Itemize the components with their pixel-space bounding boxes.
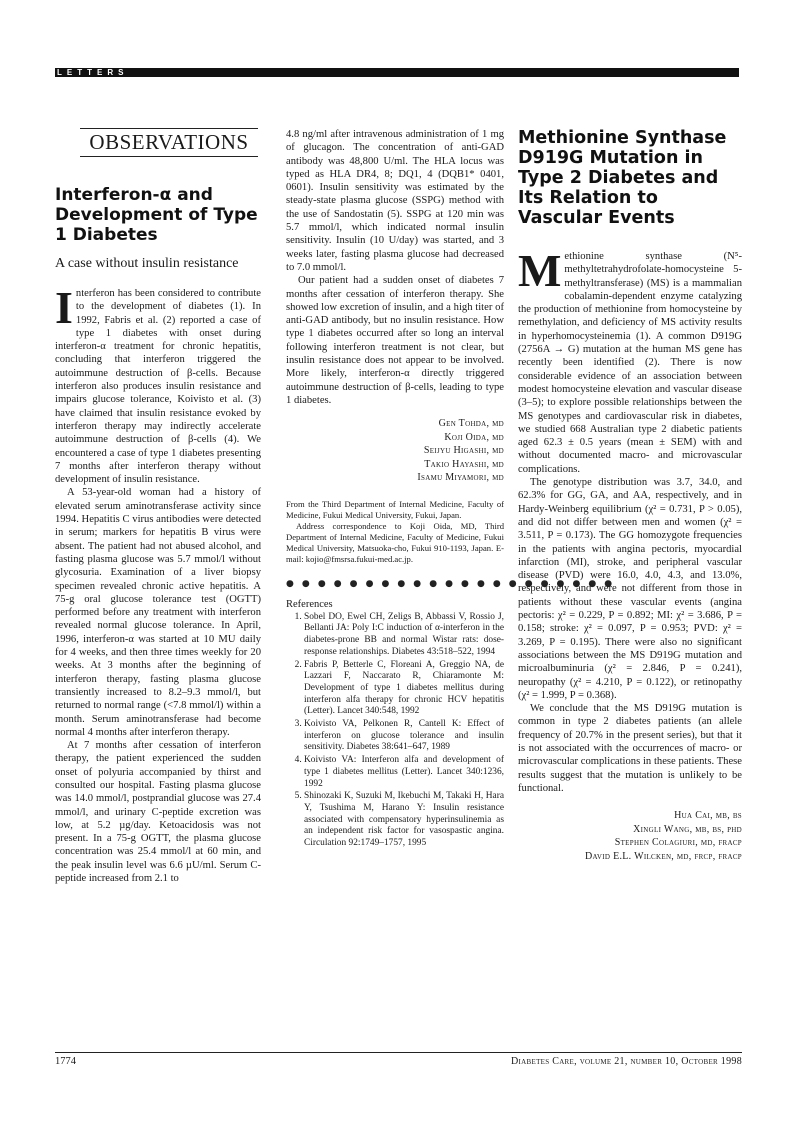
reference-item: 1. Sobel DO, Ewel CH, Zeligs B, Abbassi V, Rossio J, Bellanti JA: Poly I:C induction of α-interferon in the diabetes-prone BB and normal Wistar rats: dose-response relationships. Diabetes 43:518–522, 1994 bbox=[304, 612, 504, 659]
references-heading: References bbox=[286, 598, 333, 610]
author: Hua Cai, mb, bs bbox=[674, 810, 742, 822]
journal-citation: Diabetes Care, volume 21, number 10, October 1998 bbox=[511, 1056, 742, 1067]
reference-item: 4. Koivisto VA: Interferon alfa and development of type 1 diabetes mellitus (Letter). Lancet 340:1236, 1992 bbox=[304, 755, 504, 790]
paragraph: The genotype distribution was 3.7, 34.0, and 62.3% for GG, GA, and AA, respectively, and in Hardy-Weinberg equilibrium (χ² = 0.731, P > 0.05), and did not differ between men and women (χ² = 3.511, P = 0.173). The GG homozygote frequencies in the patients with angina pectoris, myocardial infarction (MI), stroke, and peripheral vascular disease (PVD) were 16.0, 4.0, 4.3, and 13.0%, respectively, and were not different from those in patients without these vascular events (angina pectoris: χ² = 0.229, P = 0.892; MI: χ² = 3.686, P = 0.158; stroke: χ² = 0.097, P = 0.953; PVD: χ² = 3.269, P = 0.195). There were also no significant associations between the MS D919G mutation and microalbuminuria (χ² = 2.846, P = 0.241), neuropathy (χ² = 4.210, P = 0.122), or retinopathy (χ² = 1.999, P = 0.368). bbox=[518, 477, 742, 701]
section-heading: OBSERVATIONS bbox=[80, 128, 258, 157]
author: Xingli Wang, mb, bs, phd bbox=[633, 823, 742, 835]
column-right bbox=[518, 128, 742, 863]
article-title: Interferon-α and Development of Type 1 Diabetes bbox=[55, 185, 258, 245]
affiliation-text: From the Third Department of Internal Medicine, Faculty of Medicine, Fukui Medical University, Fukui, Japan. bbox=[286, 498, 504, 520]
dot-separator: ● ● ● ● ● ● ● ● ● ● ● ● ● ● ● ● ● ● ● ● ● bbox=[286, 578, 615, 589]
paragraph: 4.8 ng/ml after intravenous administration of 1 mg of glucagon. The concentration of anti-GAD antibody was 48,800 U/ml. The HLA locus was typed as HLA DR4, 8; DQ1, 4 (DQB1* 0401, 0601). Insulin sensitivity was estimated by the steady-state plasma glucose (SSPG) method with the use of Sandostatin (5). SSPG at 120 min was 5.7 mmol/l, which indicated normal insulin sensitivity. Insulin (10 U/day) was started, and 3 weeks later, fasting plasma glucose had decreased to 7.0 mmol/l. bbox=[286, 129, 504, 273]
author-list bbox=[518, 809, 742, 863]
reference-list bbox=[286, 612, 504, 850]
affiliation bbox=[286, 499, 504, 565]
section-band bbox=[55, 68, 739, 77]
references bbox=[286, 599, 504, 850]
article-body bbox=[518, 245, 742, 795]
author: Takio Hayashi, md bbox=[424, 458, 504, 470]
paragraph: Interferon has been considered to contribute to the development of diabetes (1). In 1992, Fabris et al. (2) reported a case of type 1 diabetes with onset during interferon-α treatment for chronic hepatitis, concluding that interferon triggered the autoimmune destruction of β-cells. Because interferon also produces insulin resistance and impairs glucose tolerance, Koivisto et al. (3) have claimed that insulin resistance evoked by interferon therapy may indirectly accelerate autoimmune destruction of β-cells (4). We encountered a case of type 1 diabetes presenting 7 months after interferon therapy without development of insulin resistance. bbox=[55, 282, 261, 486]
reference-item: 2. Fabris P, Betterle C, Floreani A, Greggio NA, de Lazzari F, Naccarato R, Chiaramonte M: Development of type 1 diabetes mellitus during interferon alfa therapy for chronic HCV hepatitis (Letter). Lancet 340:548, 1992 bbox=[304, 660, 504, 719]
paragraph: We conclude that the MS D919G mutation is common in type 2 diabetes patients (an allele frequency of 20.7% in the present series), but that it is not associated with the occurrences of macro- or microvascular complications in these patients. These results suggest that the mutation is unlikely to be functional. bbox=[518, 703, 742, 794]
paragraph: Methionine synthase (N⁵-methyltetrahydrofolate-homocysteine 5-methyltransferase) (MS) is a mammalian cobalamin-dependent enzyme catalyzing the production of methionine from homocysteine by remethylation, and deficiency of MS activity results in hyperhomocysteinemia (1). A common D919G (2756A → G) mutation at the human MS gene has recently been identified (2). There is now considerable evidence of an association between modest homocysteine elevation and vascular disease (3–5); to explore possible relationships between the MS genotypes and cardiovascular risk in diabetes, we studied 668 Australian type 2 diabetic patients aged 62.3 ± 0.5 years (mean ± SEM) with and without documented macro- and microvascular complications. bbox=[518, 245, 742, 475]
paragraph: A 53-year-old woman had a history of elevated serum aminotransferase activity since 1994. Hepatitis C virus antibodies were detected in serum; markers for hepatitis B virus were absent. The patient had not abused alcohol, and fasting plasma glucose was 5.7 mmol/l without glycosuria. Examination of a liver biopsy specimen revealed chronic active hepatitis. A 75-g oral glucose tolerance test (OGTT) performed before any treatment with interferon revealed normal glucose tolerance. In April, 1996, interferon-α was started at 10 MU daily for 4 weeks, and then three times weekly for 20 weeks. At 3 months after the beginning of interferon therapy, fasting plasma glucose transiently increased to 8.2–9.3 mmol/l, but returned to normal range (<7.8 mmol/l) within a month. Serum aminotransferase had become normal 4 months after interferon therapy. bbox=[55, 487, 261, 738]
author: Stephen Colagiuri, md, fracp bbox=[614, 837, 742, 849]
article-title: Methionine Synthase D919G Mutation in Type 2 Diabetes and Its Relation to Vascular Events bbox=[518, 128, 727, 228]
article-body-continued bbox=[286, 128, 504, 407]
footer-rule bbox=[55, 1052, 742, 1053]
author: Gen Tohda, md bbox=[438, 418, 504, 430]
article-body bbox=[55, 282, 261, 885]
column-middle bbox=[286, 128, 615, 851]
author: David E.L. Wilcken, md, frcp, fracp bbox=[584, 850, 742, 862]
author: Isamu Miyamori, md bbox=[417, 472, 504, 484]
reference-item: 3. Koivisto VA, Pelkonen R, Cantell K: Effect of interferon on glucose tolerance and insulin sensitivity. Diabetes 38:641–647, 1989 bbox=[304, 719, 504, 754]
article-subtitle: A case without insulin resistance bbox=[55, 256, 239, 271]
drop-cap: I bbox=[55, 282, 73, 333]
page-number: 1774 bbox=[55, 1056, 76, 1067]
correspondence-text: Address correspondence to Koji Oida, MD, Third Department of Internal Medicine, Faculty of Medicine, Fukui Medical University, Matsuoka-cho, Fukui 910-1193, Japan. E-mail: kojio@fmsrsa.fukui-med.ac.jp. bbox=[286, 520, 504, 564]
column-left bbox=[55, 128, 261, 885]
reference-item: 5. Shinozaki K, Suzuki M, Ikebuchi M, Takaki H, Hara Y, Tsushima M, Harano Y: Insulin resistance associated with compensatory hyperinsulinemia as an independent risk factor for vasospastic angina. Circulation 92:1749–1757, 1995 bbox=[304, 791, 504, 850]
drop-cap: M bbox=[518, 245, 562, 296]
section-tag: LETTERS bbox=[57, 68, 129, 77]
author: Koji Oida, md bbox=[444, 431, 504, 443]
author: Seijyu Higashi, md bbox=[423, 445, 504, 457]
paragraph: Our patient had a sudden onset of diabetes 7 months after cessation of interferon therapy. She showed low excretion of insulin, and a high titer of anti-GAD antibody, but no insulin resistance. How type 1 diabetes occurred after so long an interval following interferon treatment is not clear, but insulin resistance does not appear to be involved. More likely, interferon-α directly triggered autoimmune destruction of β-cells, leading to type 1 diabetes. bbox=[286, 275, 504, 406]
paragraph: At 7 months after cessation of interferon therapy, the patient experienced the sudden onset of polyuria accompanied by thirst and consulted our hospital. Fasting plasma glucose was 14.0 mmol/l, postprandial glucose was 27.4 mmol/l, and urinary C-peptide excretion was low, at 5.2 µg/day. Ketoacidosis was not present. In a 75-g OGTT, the plasma glucose concentration was 25.4 mmol/l at 60 min, and the peak insulin level was 6.6 µU/ml. Serum C-peptide increased from 2.1 to bbox=[55, 740, 261, 885]
author-list bbox=[286, 417, 504, 485]
